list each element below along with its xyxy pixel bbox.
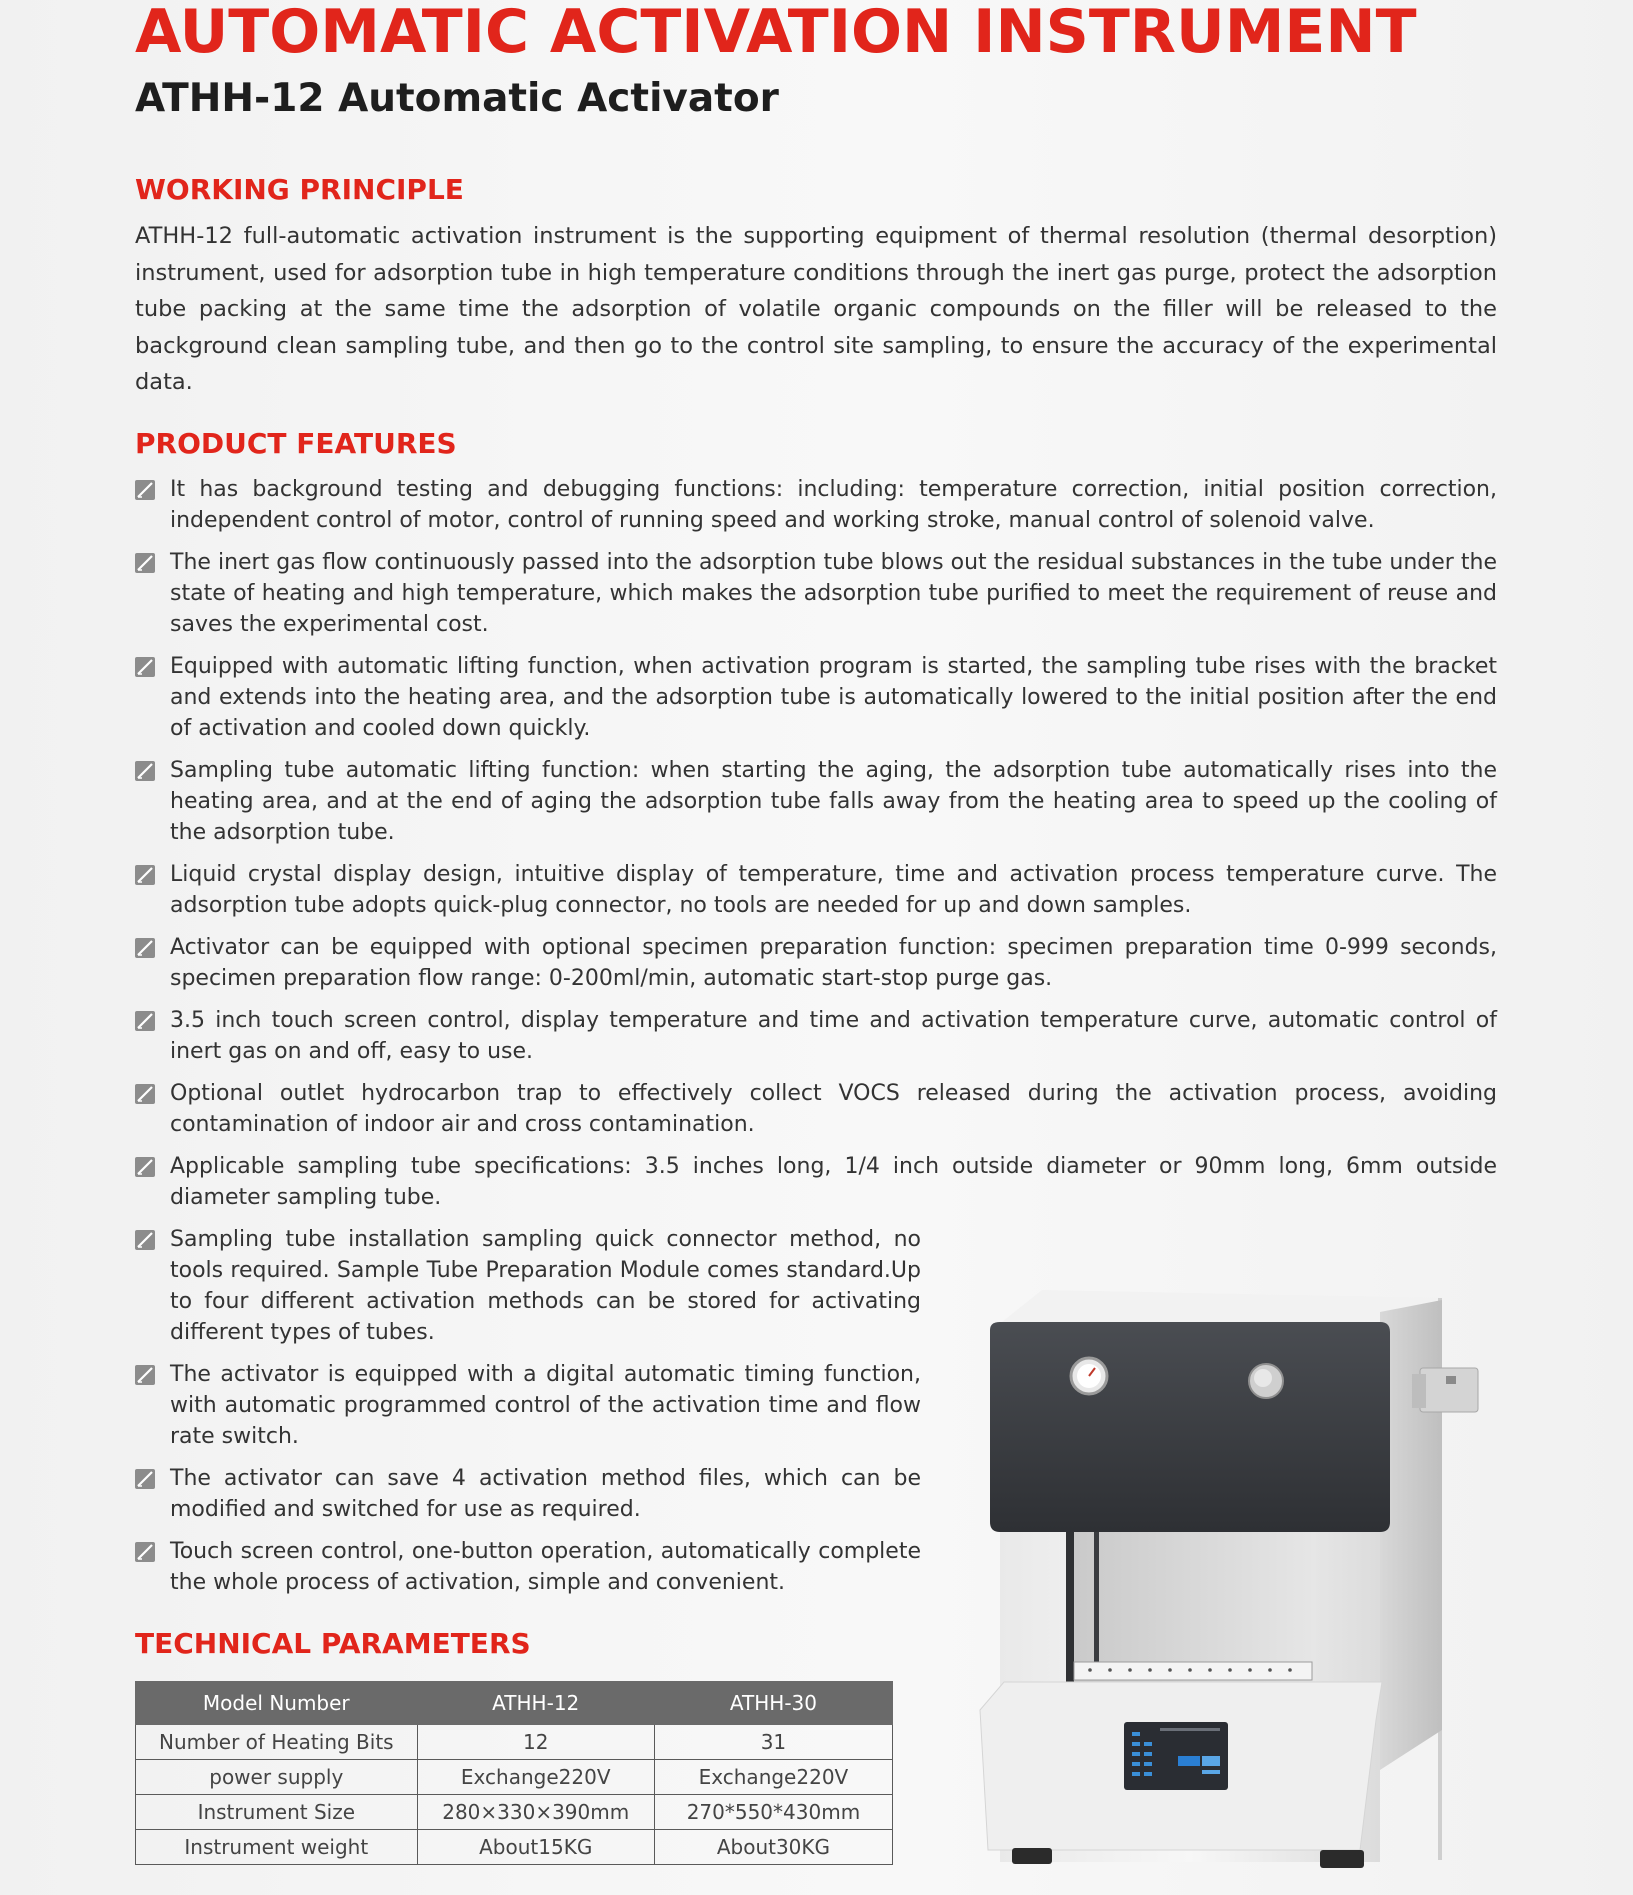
table-cell: 12: [417, 1725, 654, 1760]
feature-text: Liquid crystal display design, intuitive display of temperature, time and activation process temperature curve. The adsorption tube adopts quick-plug connector, no tools are needed for up and down samples.: [170, 862, 1497, 918]
checkbox-checked-icon: [135, 480, 155, 500]
parameters-table-wrap: [135, 1681, 893, 1865]
table-cell: Instrument Size: [136, 1795, 418, 1830]
table-cell: Instrument weight: [136, 1830, 418, 1865]
checkbox-checked-icon: [135, 1542, 155, 1562]
checkbox-checked-icon: [135, 1084, 155, 1104]
column-header: ATHH-12: [417, 1682, 654, 1725]
checkbox-checked-icon: [135, 865, 155, 885]
feature-text: It has background testing and debugging functions: including: temperature correction, initial position correction, independent control of motor, control of running speed and working stroke, manual control of solenoid valve.: [170, 477, 1497, 533]
table-row: [136, 1795, 893, 1830]
feature-text: Activator can be equipped with optional specimen preparation function: specimen preparation time 0-999 seconds, specimen preparation flow range: 0-200ml/min, automatic start-stop purge gas.: [170, 935, 1497, 991]
table-cell: Number of Heating Bits: [136, 1725, 418, 1760]
table-cell: About15KG: [417, 1830, 654, 1865]
feature-text: Sampling tube automatic lifting function: when starting the aging, the adsorption tube automatically rises into the heating area, and at the end of aging the adsorption tube falls away from the heating area to speed up the cooling of the adsorption tube.: [170, 758, 1497, 845]
checkbox-checked-icon: [135, 938, 155, 958]
feature-item: [135, 547, 1497, 640]
checkbox-checked-icon: [135, 1230, 155, 1250]
activator-instrument-image: [960, 1290, 1500, 1890]
feature-text: Equipped with automatic lifting function, when activation program is started, the sampling tube rises with the bracket and extends into the heating area, and the adsorption tube is automatically lowered to the initial position after the end of activation and cooled down quickly.: [170, 654, 1497, 741]
checkbox-checked-icon: [135, 657, 155, 677]
feature-text: Sampling tube installation sampling quick connector method, no tools required. Sample Tube Preparation Module comes standard.Up to four different activation methods can be stored for activating different types of tubes.: [170, 1227, 921, 1345]
working-principle-heading: WORKING PRINCIPLE: [135, 173, 464, 206]
feature-text: The activator can save 4 activation method files, which can be modified and switched for use as required.: [170, 1466, 921, 1522]
feature-item: [135, 651, 1497, 744]
column-header: ATHH-30: [654, 1682, 892, 1725]
feature-text: Optional outlet hydrocarbon trap to effectively collect VOCS released during the activation process, avoiding contamination of indoor air and cross contamination.: [170, 1081, 1497, 1137]
table-cell: 31: [654, 1725, 892, 1760]
parameters-table: [135, 1681, 893, 1865]
checkbox-checked-icon: [135, 1365, 155, 1385]
feature-item: [135, 932, 1497, 994]
feature-text: Applicable sampling tube specifications: 3.5 inches long, 1/4 inch outside diameter or 90mm long, 6mm outside diameter sampling tube.: [170, 1154, 1497, 1210]
feature-item: [135, 1536, 921, 1598]
checkbox-checked-icon: [135, 1011, 155, 1031]
feature-item: [135, 755, 1497, 848]
feature-text: The inert gas flow continuously passed into the adsorption tube blows out the residual substances in the tube under the state of heating and high temperature, which makes the adsorption tube purified to meet the requirement of reuse and saves the experimental cost.: [170, 550, 1497, 637]
feature-item: [135, 1224, 921, 1348]
feature-item: [135, 1005, 1497, 1067]
technical-parameters-heading: TECHNICAL PARAMETERS: [135, 1627, 531, 1660]
checkbox-checked-icon: [135, 1469, 155, 1489]
feature-text: Touch screen control, one-button operation, automatically complete the whole process of activation, simple and convenient.: [170, 1539, 921, 1595]
feature-item: [135, 474, 1497, 536]
feature-text: The activator is equipped with a digital automatic timing function, with automatic programmed control of the activation time and flow rate switch.: [170, 1362, 921, 1449]
feature-text: 3.5 inch touch screen control, display temperature and time and activation temperature curve, automatic control of inert gas on and off, easy to use.: [170, 1008, 1497, 1064]
table-row: [136, 1760, 893, 1795]
table-cell: Exchange220V: [417, 1760, 654, 1795]
table-row: [136, 1830, 893, 1865]
table-cell: 270*550*430mm: [654, 1795, 892, 1830]
checkbox-checked-icon: [135, 761, 155, 781]
page-title: AUTOMATIC ACTIVATION INSTRUMENT: [135, 0, 1417, 67]
page-subtitle: ATHH-12 Automatic Activator: [135, 76, 779, 121]
feature-item: [135, 859, 1497, 921]
feature-item: [135, 1463, 921, 1525]
table-cell: 280×330×390mm: [417, 1795, 654, 1830]
feature-item: [135, 1359, 921, 1452]
table-cell: Exchange220V: [654, 1760, 892, 1795]
checkbox-checked-icon: [135, 1157, 155, 1177]
feature-item: [135, 1078, 1497, 1140]
column-header: Model Number: [136, 1682, 418, 1725]
table-cell: About30KG: [654, 1830, 892, 1865]
checkbox-checked-icon: [135, 553, 155, 573]
table-cell: power supply: [136, 1760, 418, 1795]
table-row: [136, 1725, 893, 1760]
product-features-heading: PRODUCT FEATURES: [135, 427, 457, 460]
working-principle-text: ATHH-12 full-automatic activation instrument is the supporting equipment of thermal resolution (thermal desorption) instrument, used for adsorption tube in high temperature conditions through the inert gas purge, protect the adsorption tube packing at the same time the adsorption of volatile organic compounds on the filler will be released to the background clean sampling tube, and then go to the control site sampling, to ensure the accuracy of the experimental data.: [135, 223, 1497, 395]
table-header-row: [136, 1682, 893, 1725]
feature-item: [135, 1151, 1497, 1213]
